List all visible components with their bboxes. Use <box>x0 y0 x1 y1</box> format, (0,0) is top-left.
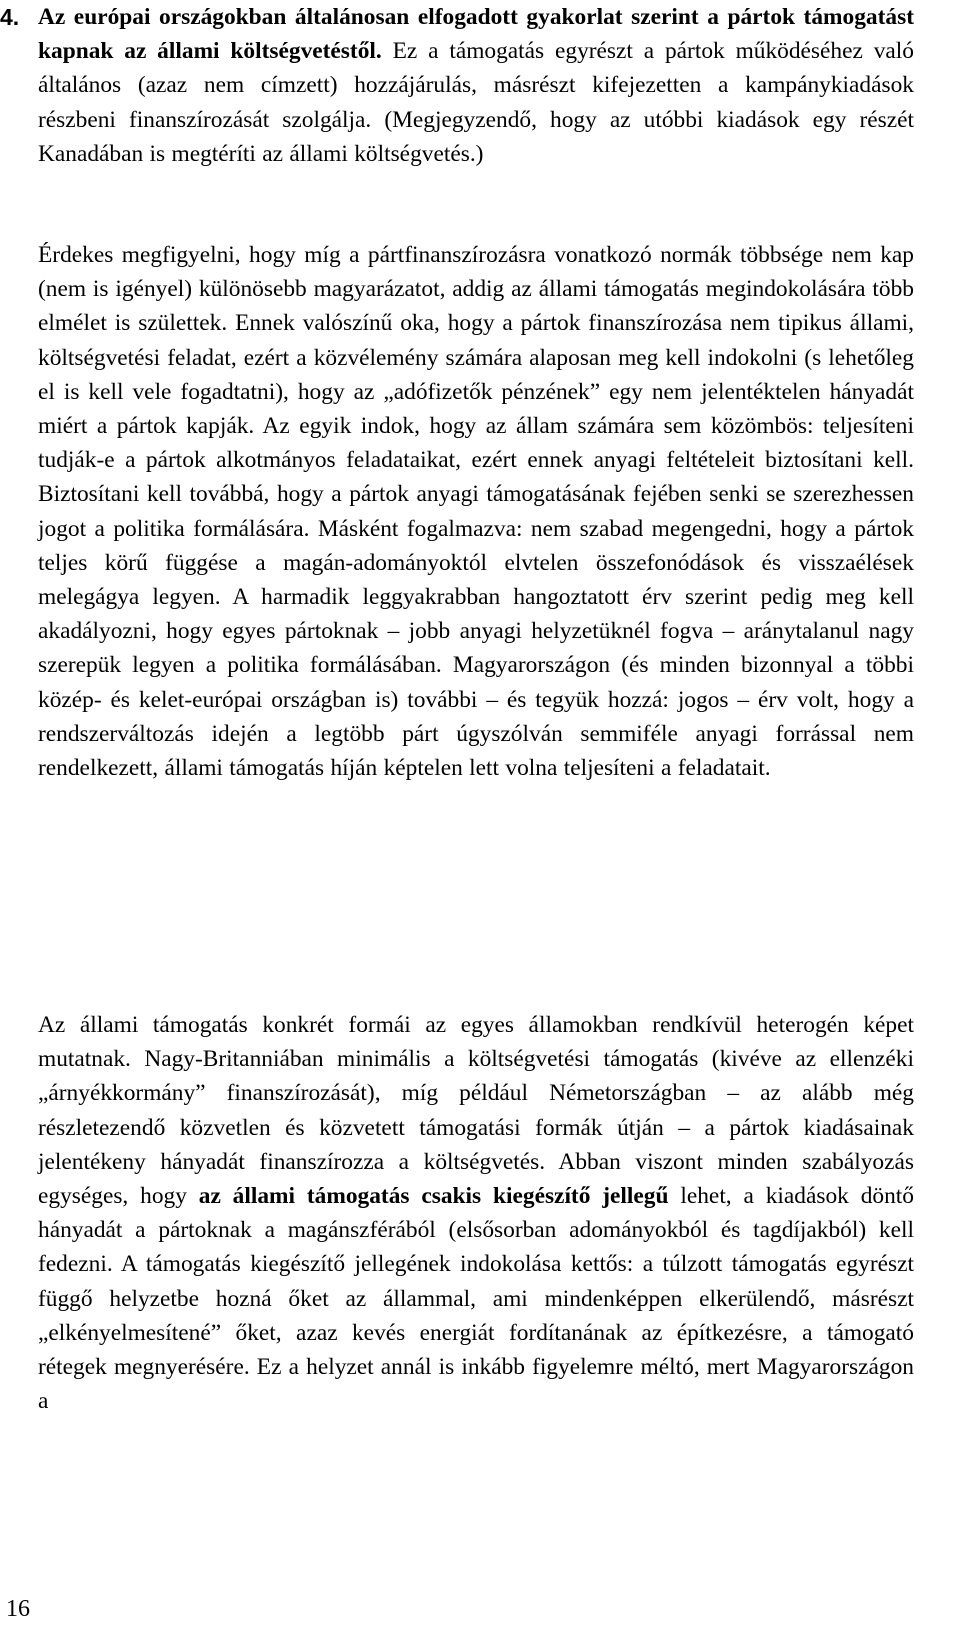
list-number: 4. <box>0 4 20 30</box>
paragraph-3-text-before: Az állami támogatás konkrét formái az egyes államokban rendkívül heterogén képet mutatnak. Nagy-Britanniában minimális a költségvetési támogatás (kivéve az ellenzéki „árnyékkormány” finanszírozását), míg például Németországban – az alább még részletezendő közvetlen és közvetett támogatási formák útján – a pártok kiadásainak jelentékeny hányadát finanszírozza a költségvetés. Abban viszont minden szabályozás egységes, hogy <box>38 1012 914 1210</box>
paragraph-1-bold-lead: Az európai országokban általánosan elfogadott gyakorlat szerint a pártok támogatást kapnak az állami költségvetéstől. <box>38 4 914 65</box>
paragraph-3-bold: az állami támogatás csakis kiegészítő jellegű <box>198 1183 669 1210</box>
paragraph-2-text: Érdekes megfigyelni, hogy míg a pártfinanszírozásra vonatkozó normák többsége nem kap (nem is igényel) különösebb magyarázatot, addig az állami támogatás megindokolására több elmélet is születtek. Ennek valószínű oka, hogy a pártok finanszírozása nem tipikus állami, költségvetési feladat, ezért a közvélemény számára alaposan meg kell indokolni (s lehetőleg el is kell vele fogadtatni), hogy az „adófizetők pénzének” egy nem jelentéktelen hányadát miért a pártok kapják. Az egyik indok, hogy az állam számára sem közömbös: teljesíteni tudják-e a pártok alkotmányos feladataikat, ezért ennek anyagi feltételeit biztosítani kell. Biztosítani kell továbbá, hogy a pártok anyagi támogatásának fejében senki se szerezhessen jogot a politika formálására. Másként fogalmazva: nem szabad megengedni, hogy a pártok teljes körű függése a magán-adományoktól elvtelen összefonódások és visszaélések melegágya legyen. A harmadik leggyakrabban hangoztatott érv szerint pedig meg kell akadályozni, hogy egyes pártoknak – jobb anyagi helyzetüknél fogva – aránytalanul nagy szerepük legyen a politika formálásában. Magyarországon (és minden bizonnyal a többi közép- és kelet-európai országban is) további – és tegyük hozzá: jogos – érv volt, hogy a rendszerváltozás idején a legtöbb párt úgyszólván semmiféle anyagi forrással nem rendelkezett, állami támogatás híján képtelen lett volna teljesíteni a feladatait. <box>38 242 914 782</box>
paragraph-1 <box>0 0 914 171</box>
paragraph-2 <box>38 238 914 785</box>
paragraph-3-text-after: lehet, a kiadások döntő hányadát a pártoknak a magánszférából (elsősorban adományokból és tagdíjakból) kell fedezni. A támogatás kiegészítő jellegének indokolása kettős: a túlzott támogatás egyrészt függő helyzetbe hozná őket az állammal, ami mindenképpen elkerülendő, másrészt „elkényelmesítené” őket, azaz kevés energiát fordítanának az építkezésre, a támogató rétegek megnyerésére. Ez a helyzet annál is inkább figyelemre méltó, mert Magyarországon a <box>38 1183 914 1415</box>
paragraph-1-text: Ez a támogatás egyrészt a pártok működéséhez való általános (azaz nem címzett) hozzájárulás, másrészt kifejezetten a kampánykiadások részbeni finanszírozását szolgálja. (Megjegyzendő, hogy az utóbbi kiadások egy részét Kanadában is megtéríti az állami költségvetés.) <box>38 38 914 167</box>
paragraph-3 <box>38 1008 914 1418</box>
page-number: 16 <box>6 1596 30 1622</box>
